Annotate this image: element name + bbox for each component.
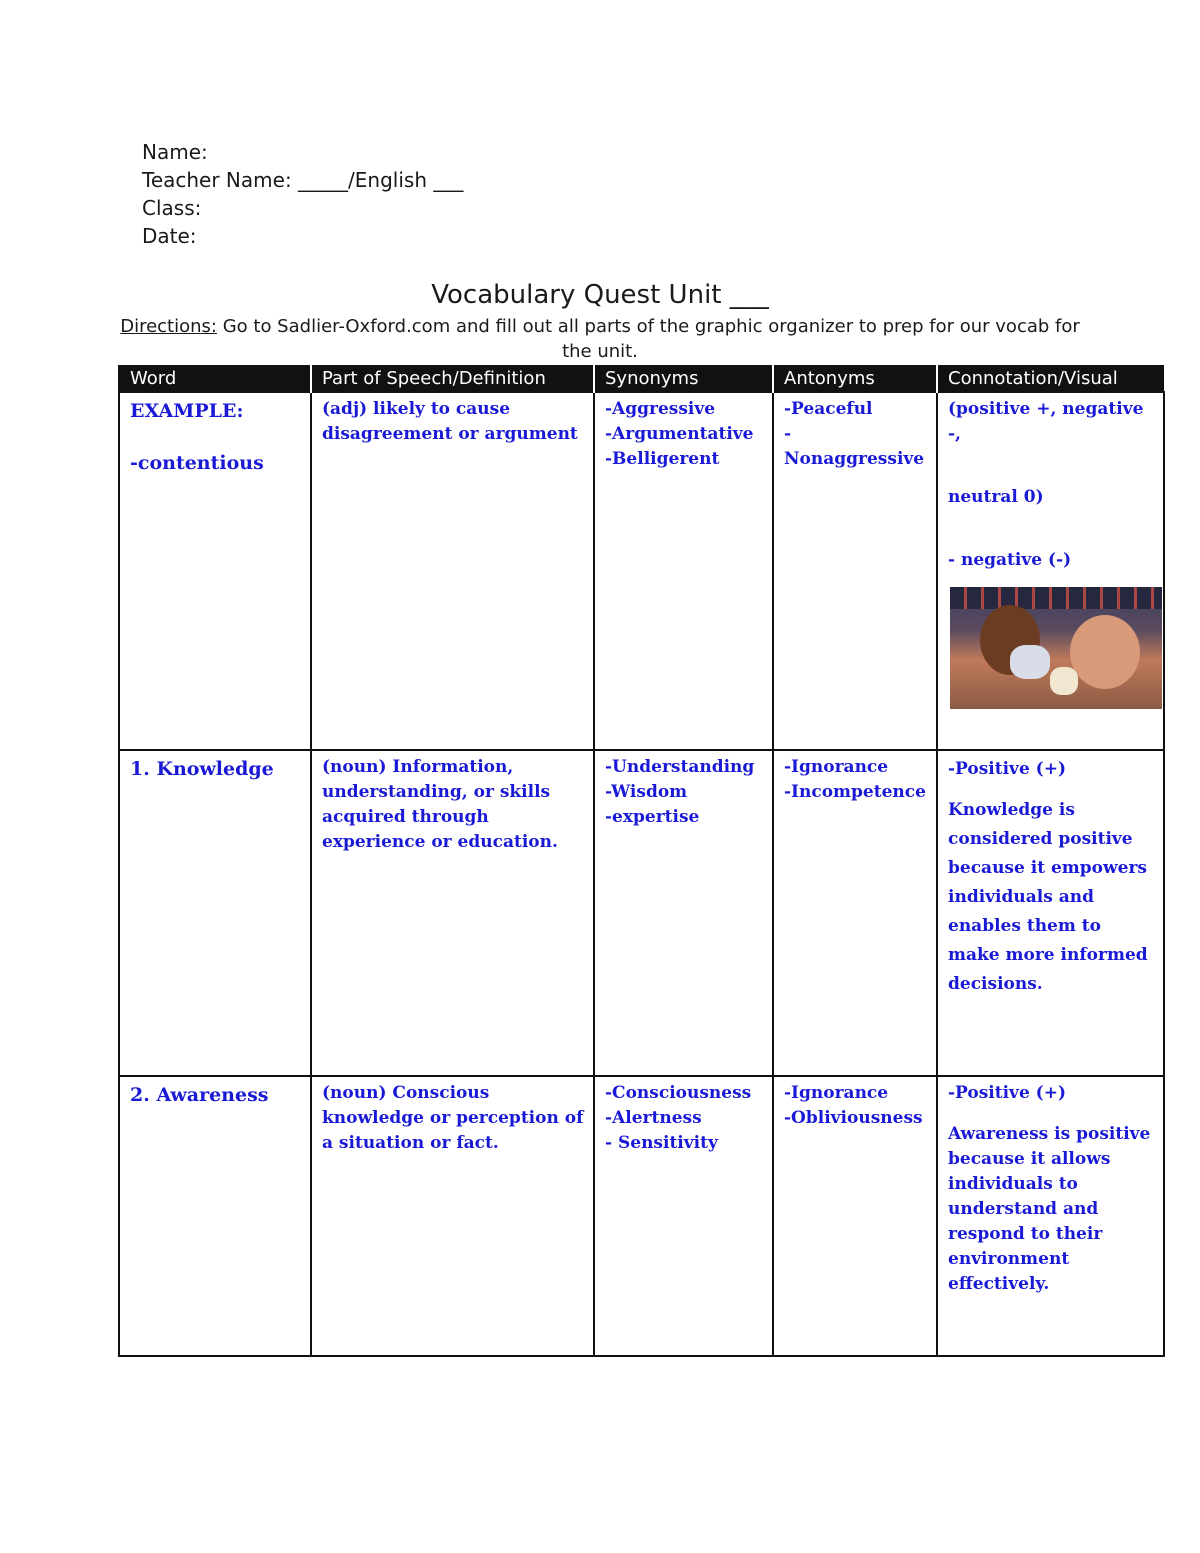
teacher-name-label: Teacher Name: _____/English ___ [142, 168, 464, 192]
directions-label: Directions: [120, 316, 217, 337]
connotation-options: (positive +, negative -, [948, 399, 1144, 444]
synonym-item: -Belligerent [605, 449, 720, 469]
antonym-item: -Ignorance [784, 1083, 889, 1103]
antonyms-cell [773, 750, 937, 1076]
word-cell [119, 750, 311, 1076]
connotation-explanation: Knowledge is considered positive because it empowers individuals and enables them to make more informed decisions. [948, 800, 1148, 994]
date-label: Date: [142, 224, 197, 248]
header-connotation: Connotation/Visual [937, 365, 1164, 392]
word-cell [119, 1076, 311, 1356]
boxing-photo-icon [950, 587, 1162, 709]
synonym-item: - Sensitivity [605, 1133, 718, 1153]
table-row-example [119, 392, 1164, 750]
header-word: Word [119, 365, 311, 392]
student-info-header [142, 138, 463, 250]
name-label: Name: [142, 140, 208, 164]
synonyms-cell [594, 750, 773, 1076]
synonym-item: -Argumentative [605, 424, 754, 444]
antonym-item: -Ignorance [784, 757, 889, 777]
connotation-cell [937, 750, 1164, 1076]
header-definition: Part of Speech/Definition [311, 365, 594, 392]
connotation-options-cont: neutral 0) [948, 487, 1044, 507]
example-connotation-cell [937, 392, 1164, 750]
example-connotation: - negative (-) [948, 550, 1072, 570]
class-label: Class: [142, 196, 202, 220]
antonyms-cell [773, 1076, 937, 1356]
synonym-item: -Alertness [605, 1108, 702, 1128]
synonym-item: -expertise [605, 807, 700, 827]
antonym-item: -Incompetence [784, 782, 926, 802]
connotation-value: -Positive (+) [948, 1083, 1067, 1103]
synonym-item: -Wisdom [605, 782, 688, 802]
antonym-item: -Obliviousness [784, 1108, 923, 1128]
connotation-value: -Positive (+) [948, 759, 1067, 779]
connotation-explanation: Awareness is positive because it allows individuals to understand and respond to their environment effectively. [948, 1124, 1151, 1294]
synonym-item: -Understanding [605, 757, 755, 777]
table-header-row [119, 365, 1164, 392]
connotation-cell [937, 1076, 1164, 1356]
example-word: -contentious [130, 452, 264, 474]
example-word-cell [119, 392, 311, 750]
directions-text: Go to Sadlier-Oxford.com and fill out all parts of the graphic organizer to prep for our vocab for the unit. [216, 316, 1080, 362]
vocab-word: 1. Knowledge [130, 758, 274, 780]
table-row [119, 1076, 1164, 1356]
vocab-word: 2. Awareness [130, 1084, 269, 1106]
example-label: EXAMPLE: [130, 400, 244, 422]
graphic-organizer-table [118, 365, 1165, 1357]
synonym-item: -Consciousness [605, 1083, 752, 1103]
example-definition-cell: (adj) likely to cause disagreement or argument [311, 392, 594, 750]
antonym-item: -Nonaggressive [784, 424, 925, 469]
synonyms-cell [594, 1076, 773, 1356]
definition-cell: (noun) Conscious knowledge or perception of a situation or fact. [311, 1076, 594, 1356]
table-row [119, 750, 1164, 1076]
antonym-item: -Peaceful [784, 399, 873, 419]
example-antonyms-cell [773, 392, 937, 750]
page-title: Vocabulary Quest Unit ___ [431, 280, 769, 310]
header-antonyms: Antonyms [773, 365, 937, 392]
definition-cell: (noun) Information, understanding, or skills acquired through experience or education. [311, 750, 594, 1076]
header-synonyms: Synonyms [594, 365, 773, 392]
example-synonyms-cell [594, 392, 773, 750]
synonym-item: -Aggressive [605, 399, 716, 419]
directions [120, 314, 1080, 364]
